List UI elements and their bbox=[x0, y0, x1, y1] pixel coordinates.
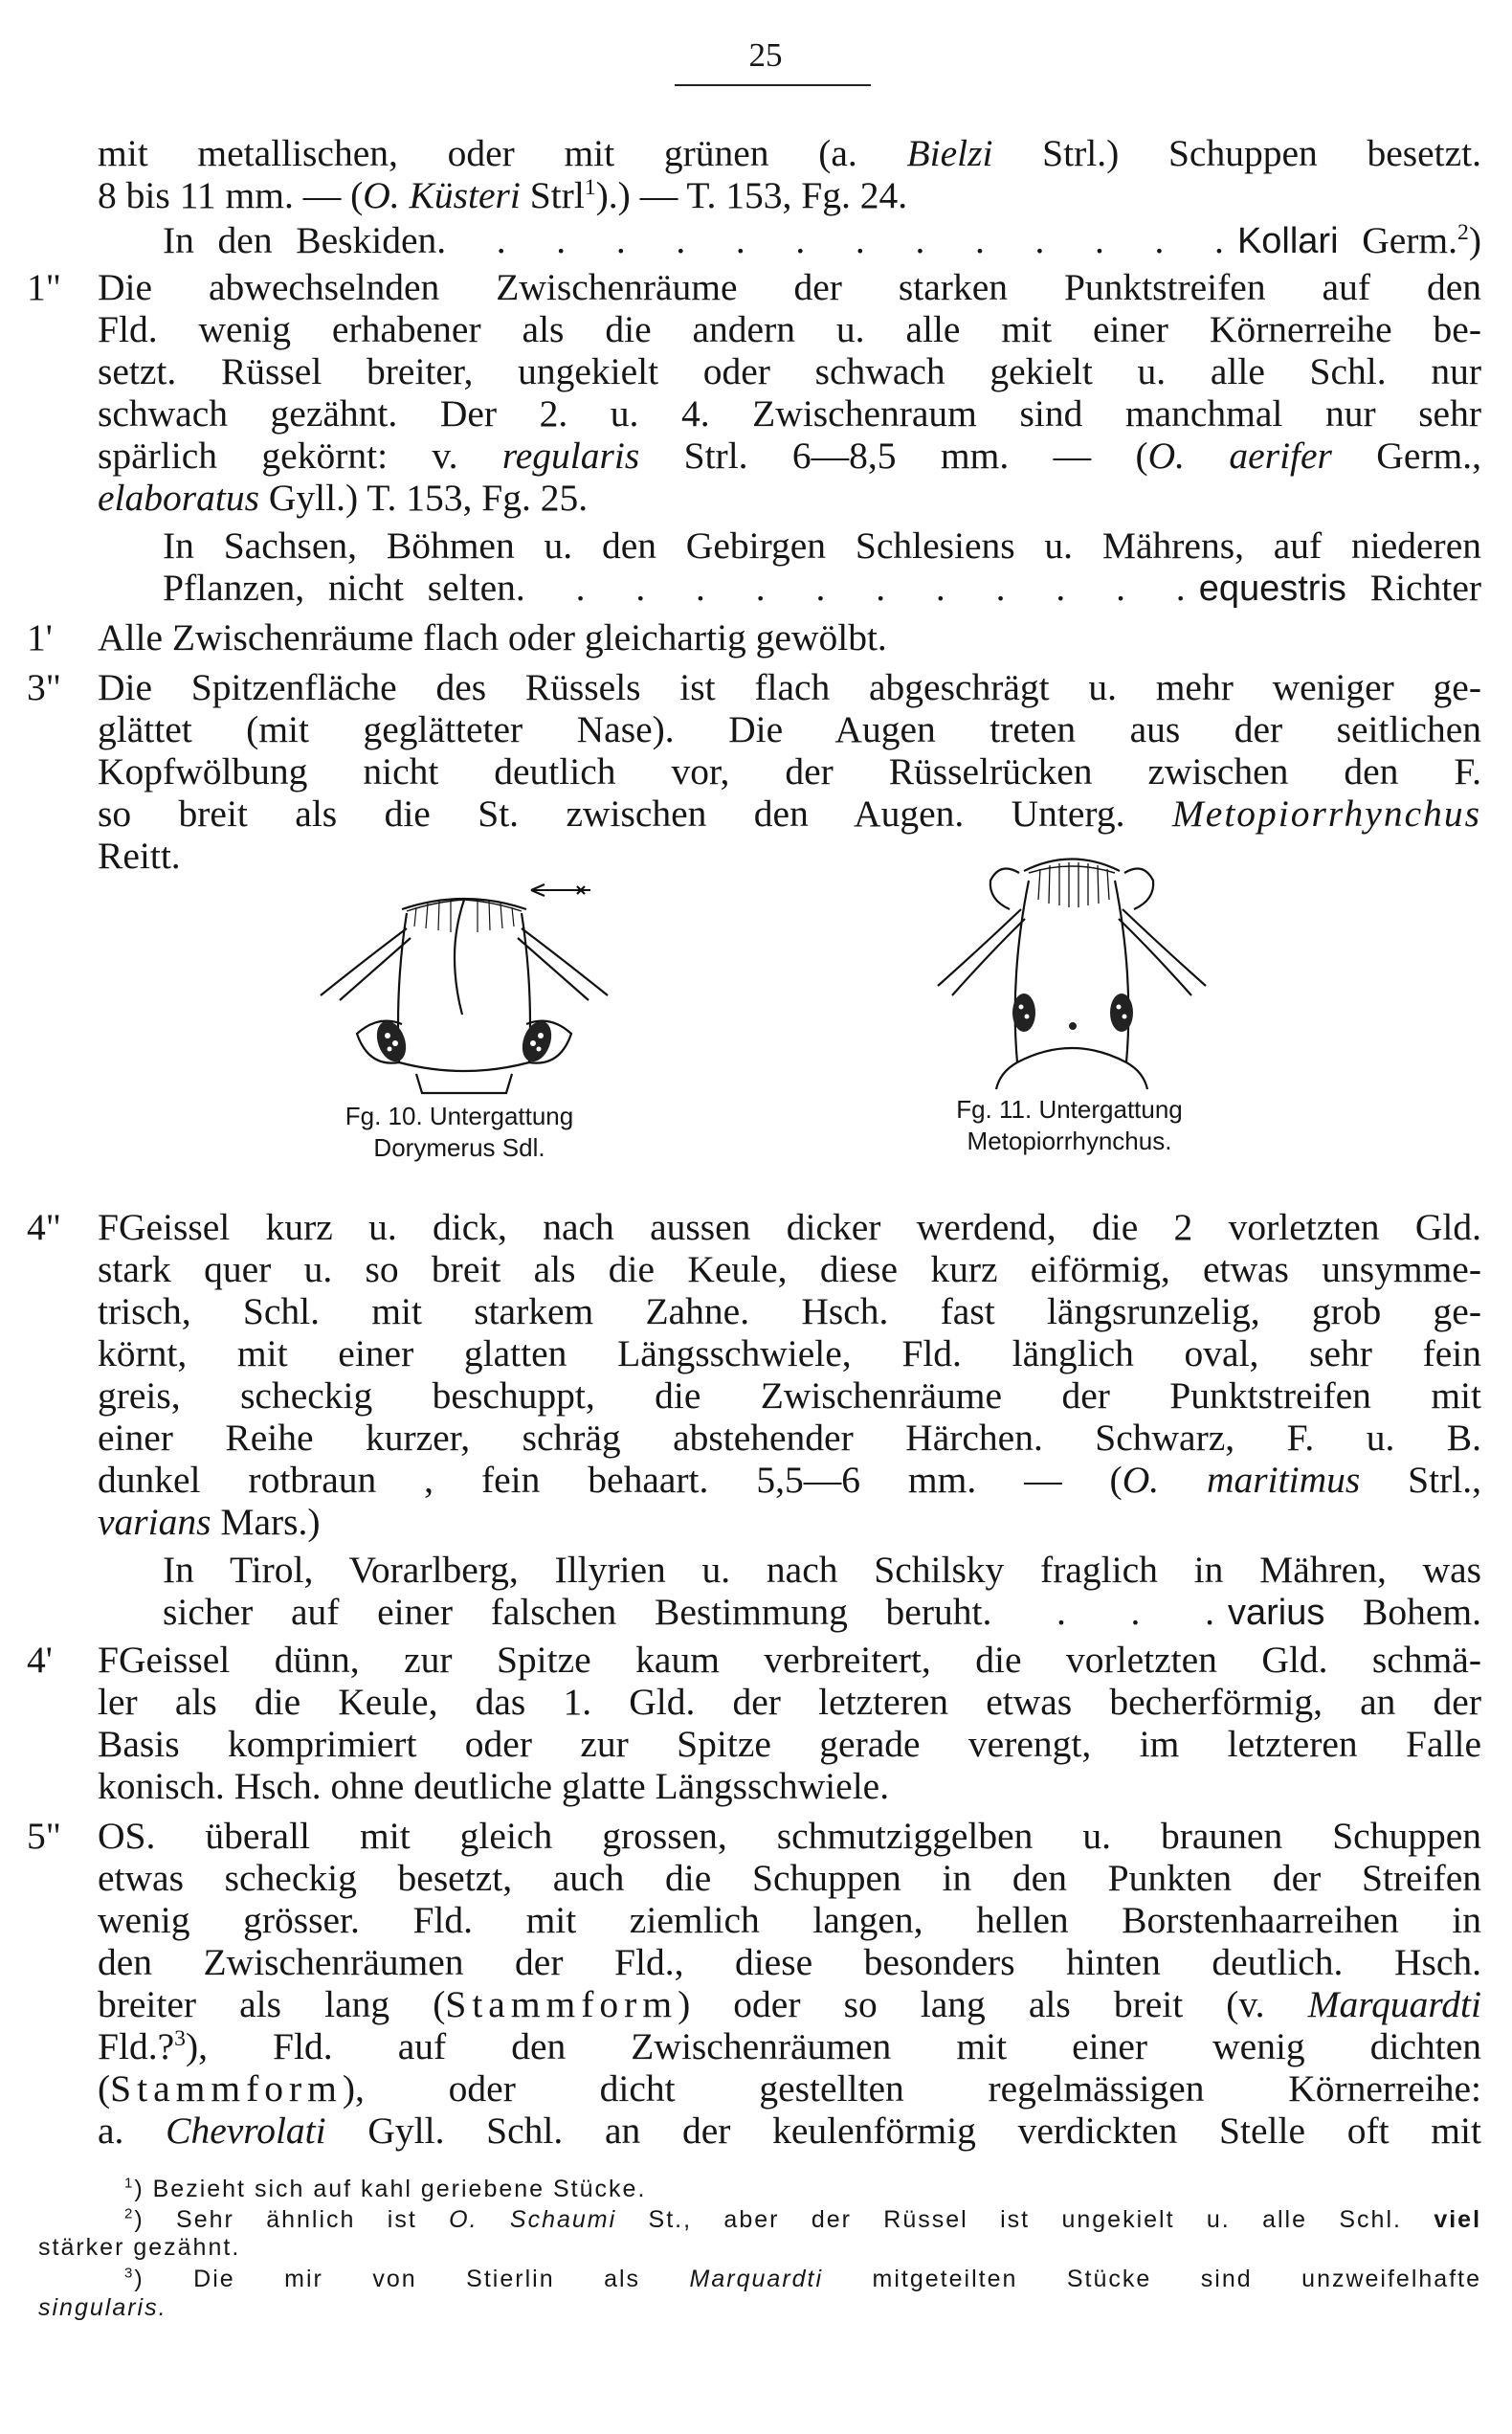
couplet-label: 5" bbox=[27, 1815, 61, 1857]
couplet-label: 1" bbox=[27, 266, 61, 308]
figure-10-dorymerus-head bbox=[311, 871, 627, 1096]
figure-11-metopiorrhynchus-head bbox=[933, 842, 1211, 1096]
couplet-label: 4' bbox=[27, 1639, 53, 1681]
figure-10-caption: Fg. 10. Untergattung Dorymerus Sdl. bbox=[345, 1102, 574, 1162]
species-name: equestris bbox=[1198, 569, 1346, 609]
species-name: varius bbox=[1227, 1593, 1325, 1633]
couplet-label: 4" bbox=[27, 1206, 61, 1248]
species-name: Kollari bbox=[1236, 221, 1339, 261]
page-number: 25 bbox=[748, 36, 783, 74]
figure-11-caption: Fg. 11. Untergattung Metopiorrhynchus. bbox=[956, 1095, 1183, 1155]
couplet-label: 1' bbox=[27, 616, 53, 659]
document-page: 25 mit metallischen, oder mit grünen (a. Bielzi Strl.) Schuppen besetzt. 8 bis 11 mm. — (O. Küsteri Strl$^1$).) — T. 153, Fg. 24. In den Beskiden. . . . . . . . . . . . . .Kollari Germ.$^2$) 1" Die abwechselnden Zwischenräume der starken Punktstreifen auf den Fld. wenig erhabener als die andern u. alle mit einer Körnerreihe be- setzt. Rüssel breiter, ungekielt oder schwach gekielt u. alle Schl. nur schwach gezähnt. Der 2. u. 4. Zwischenraum sind manchmal nur sehr spärlich gekörnt: v. regularis Strl. 6—8,5 mm. — (O. aerifer Germ., elaboratus Gyll.) T. 153, Fg. 25. In Sachsen, Böhmen u. den Gebirgen Schlesiens u. Mährens, auf niederen Pflanzen, nicht selten. . . . . . . . . . . .equestris Richter 1' Alle Zwischenräume flach oder gleichartig gewölbt. 3" Die Spitzenfläche des Rüssels ist flach abgeschrägt u. mehr weniger ge- glättet (mit geglätteter Nase). Die Augen treten aus der seitlichen Kopfwölbung nicht deutlich vor, der Rüsselrücken zwischen den F. so breit als die St. zwischen den Augen. Unterg. Metopiorrhynchus Reitt. Fg. 10. Untergattung Dorymerus Sdl. Fg. 11. Untergattung Metopiorrhynchus. 4" FGeissel kurz u. dick, nach aussen dicker werdend, die 2 vorletzten Gld. stark quer u. so breit als die Keule, diese kurz eiförmig, etwas unsymme- trisch, Schl. mit starkem Zahne. Hsch. fast längsrunzelig, grob ge- körnt, mit einer glatten Längsschwiele, Fld. länglich oval, sehr fein greis, scheckig beschuppt, die Zwischenräume der Punktstreifen mit einer Reihe kurzer, schräg abstehender Härchen. Schwarz, F. u. B. dunkel rotbraun , fein behaart. 5,5—6 mm. — (O. maritimus Strl., varians Mars.) In Tirol, Vorarlberg, Illyrien u. nach Schilsky fraglich in Mähren, was sicher auf einer falschen Bestimmung beruht. . . .varius Bohem. 4' FGeissel dünn, zur Spitze kaum verbreitert, die vorletzten Gld. schmä- ler als die Keule, das 1. Gld. der letzteren etwas becherförmig, an der Basis komprimiert oder zur Spitze gerade verengt, im letzteren Falle konisch. Hsch. ohne deutliche glatte Längsschwiele. 5" OS. überall mit gleich grossen, schmutziggelben u. braunen Schuppen etwas scheckig besetzt, auch die Schuppen in den Punkten der Streifen wenig grösser. Fld. mit ziemlich langen, hellen Borstenhaarreihen in den Zwischenräumen der Fld., diese besonders hinten deutlich. Hsch. breiter als lang (Stammform) oder so lang als breit (v. Marquardti Fld.?$^3$), Fld. auf den Zwischenräumen mit einer wenig dichten (Stammform), oder dicht gestellten regelmässigen Körnerreihe: a. Chevrolati Gyll. Schl. an der keulenförmig verdickten Stelle oft mit $^1$) Bezieht sich auf kahl geriebene Stücke. $^2$) Sehr ähnlich ist O. Schaumi St., aber der Rüssel ist ungekielt u. alle Schl. viel stärker gezähnt. $^3$) Die mir von Stierlin als Marquardti mitgeteilten Stücke sind unzweifelhafte singularis. bbox=[27, 36, 1482, 2321]
page-number-rule bbox=[675, 84, 871, 86]
couplet-label: 3" bbox=[27, 666, 61, 708]
